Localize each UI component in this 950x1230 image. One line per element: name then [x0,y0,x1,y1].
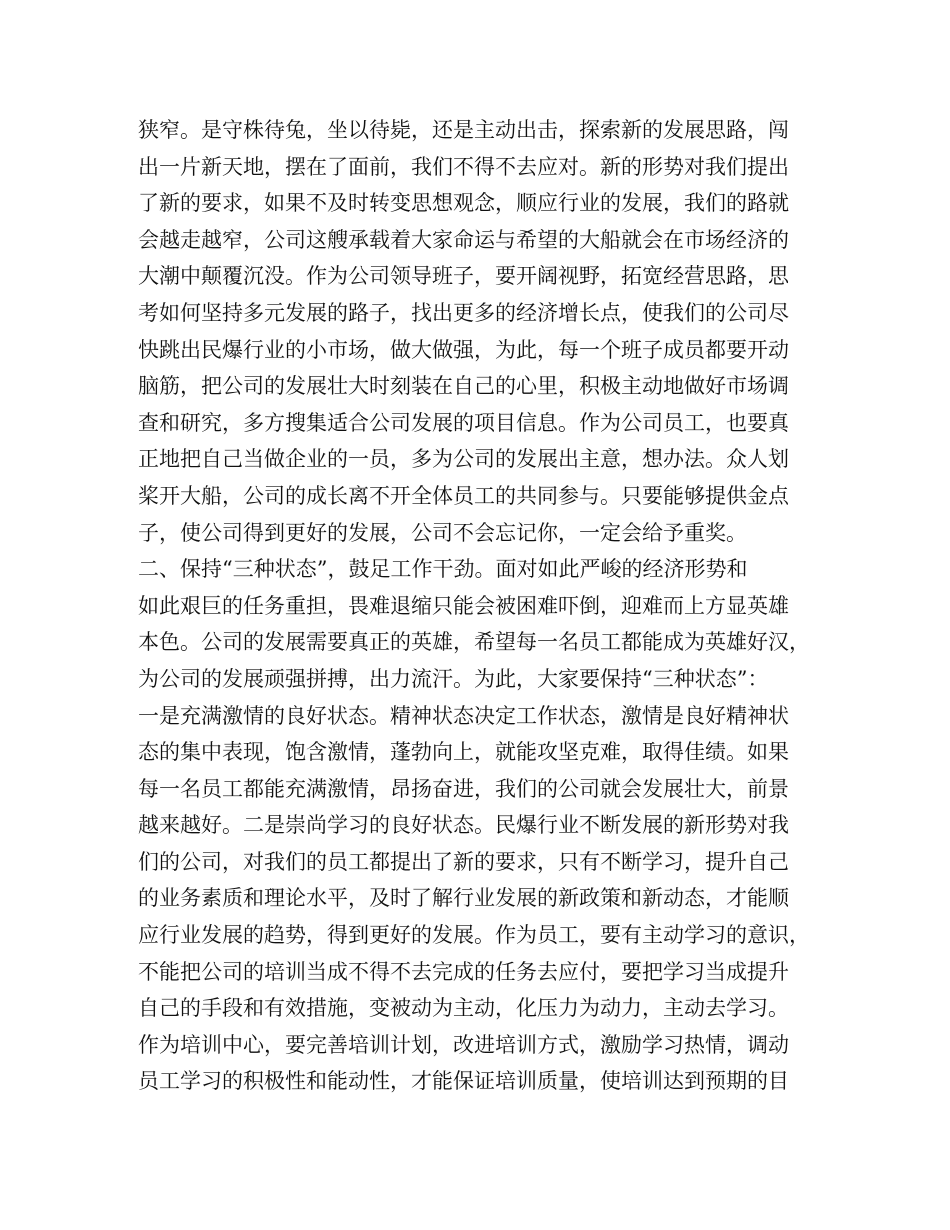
text-line-22: 的业务素质和理论水平，及时了解行业发展的新政策和新动态，才能顺 [138,886,789,911]
text-line-24: 不能把公司的培训当成不得不去完成的任务去应付，要把学习当成提升 [138,959,789,984]
text-line-26: 作为培训中心，要完善培训计划，改进培训方式，激励学习热情，调动 [138,1032,789,1057]
body-text [138,112,828,1100]
text-line-2: 出一片新天地，摆在了面前，我们不得不去应对。新的形势对我们提出 [138,154,789,179]
text-line-7: 快跳出民爆行业的小市场，做大做强，为此，每一个班子成员都要开动 [138,337,789,362]
text-line-17: 一是充满激情的良好状态。精神状态决定工作状态，激情是良好精神状 [138,703,789,728]
text-line-19: 每一名员工都能充满激情，昂扬奋进，我们的公司就会发展壮大，前景 [138,776,789,801]
text-line-10: 正地把自己当做企业的一员，多为公司的发展出主意，想办法。众人划 [138,447,789,472]
text-line-16: 为公司的发展顽强拼搏，出力流汗。为此，大家要保持“三种状态”： [138,666,769,691]
text-line-12: 子，使公司得到更好的发展，公司不会忘记你，一定会给予重奖。 [138,520,747,545]
text-line-5: 大潮中颠覆沉没。作为公司领导班子，要开阔视野，拓宽经营思路，思 [138,264,789,289]
text-line-11: 桨开大船，公司的成长离不开全体员工的共同参与。只要能够提供金点 [138,483,789,508]
text-line-6: 考如何坚持多元发展的路子，找出更多的经济增长点，使我们的公司尽 [138,300,789,325]
text-line-1: 狭窄。是守株待兔，坐以待毙，还是主动出击，探索新的发展思路，闯 [138,118,789,142]
text-line-8: 脑筋，把公司的发展壮大时刻装在自己的心里，积极主动地做好市场调 [138,374,789,399]
text-line-13: 二、保持“三种状态”，鼓足工作干劲。面对如此严峻的经济形势和 [138,557,748,582]
text-line-4: 会越走越窄，公司这艘承载着大家命运与希望的大船就会在市场经济的 [138,227,789,252]
text-line-3: 了新的要求，如果不及时转变思想观念，顺应行业的发展，我们的路就 [138,191,789,216]
text-line-27: 员工学习的积极性和能动性，才能保证培训质量，使培训达到预期的目 [138,1069,789,1094]
text-line-18: 态的集中表现，饱含激情，蓬勃向上，就能攻坚克难，取得佳绩。如果 [138,740,789,765]
text-line-25: 自己的手段和有效措施，变被动为主动，化压力为动力，主动去学习。 [138,996,789,1021]
text-line-23: 应行业发展的趋势，得到更好的发展。作为员工，要有主动学习的意识， [138,923,810,948]
text-line-21: 们的公司，对我们的员工都提出了新的要求，只有不断学习，提升自己 [138,849,789,874]
text-line-20: 越来越好。二是崇尚学习的良好状态。民爆行业不断发展的新形势对我 [138,813,789,838]
text-line-15: 本色。公司的发展需要真正的英雄，希望每一名员工都能成为英雄好汉， [138,630,810,655]
text-line-9: 查和研究，多方搜集适合公司发展的项目信息。作为公司员工，也要真 [138,410,789,435]
text-line-14: 如此艰巨的任务重担，畏难退缩只能会被困难吓倒，迎难而上方显英雄 [138,593,789,618]
